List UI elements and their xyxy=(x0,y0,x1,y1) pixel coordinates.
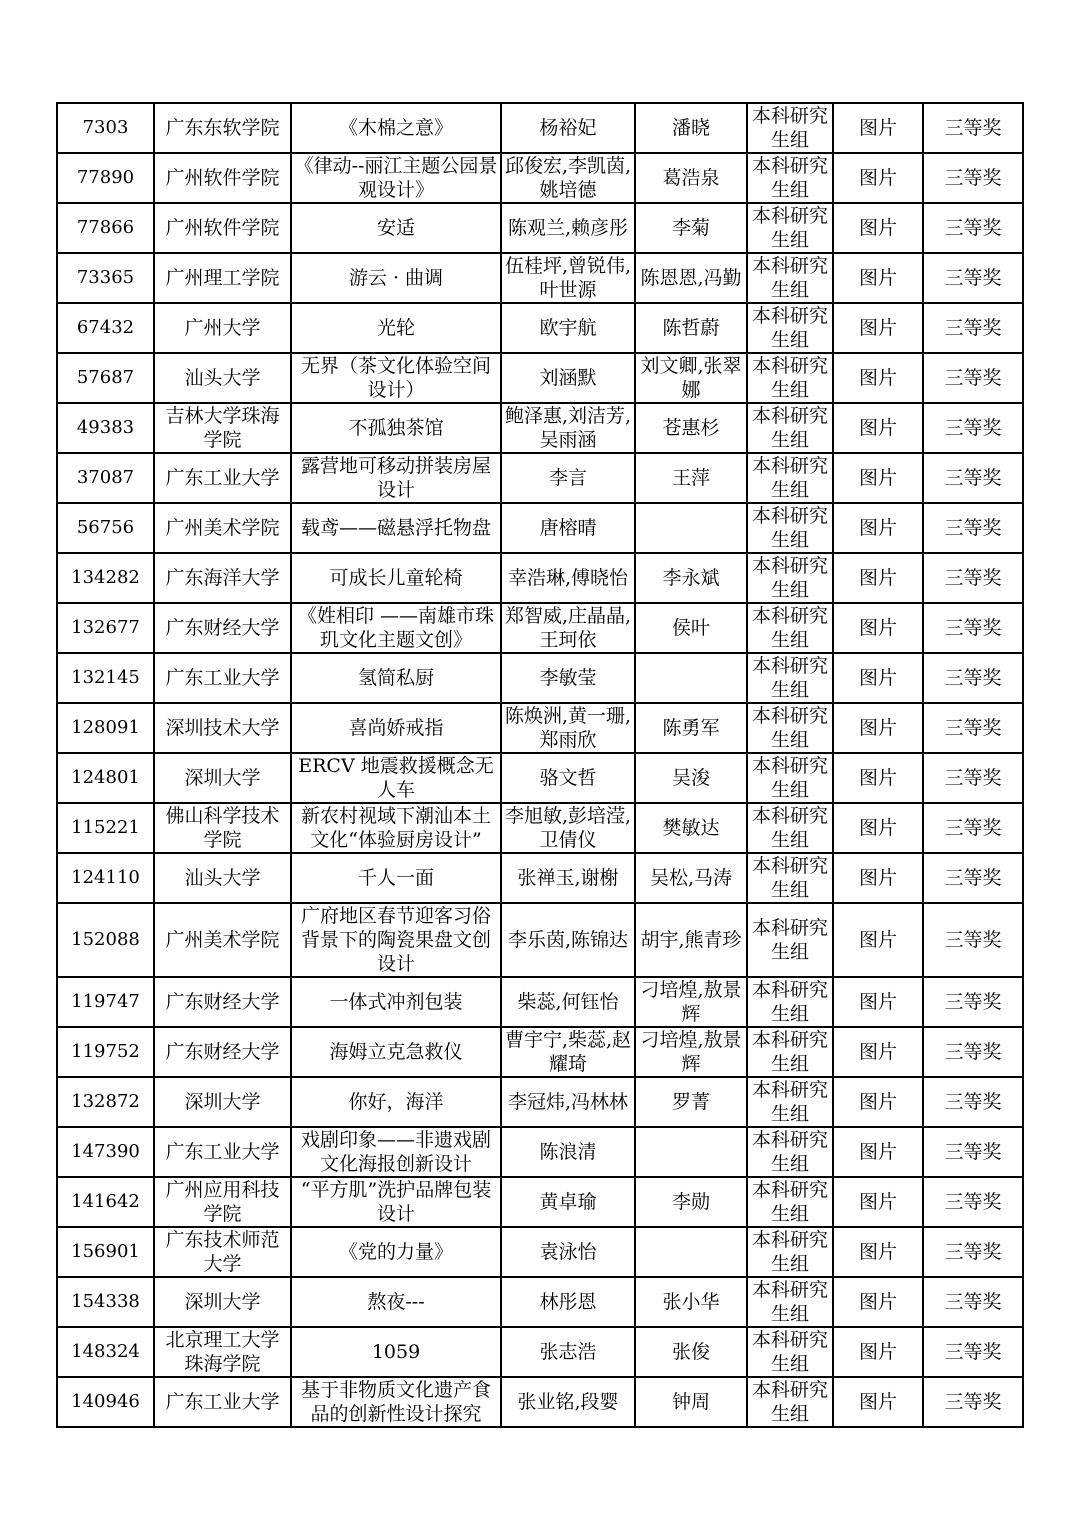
award-cell: 三等奖 xyxy=(923,453,1023,503)
entry-id-cell: 132145 xyxy=(57,653,154,703)
authors-cell: 柴蕊,何钰怡 xyxy=(501,977,635,1027)
authors-cell: 李乐茵,陈锦达 xyxy=(501,903,635,977)
work-type-cell: 图片 xyxy=(833,153,923,203)
table-row xyxy=(57,1277,1023,1327)
entry-id-cell: 152088 xyxy=(57,903,154,977)
school-cell: 汕头大学 xyxy=(154,853,291,903)
advisor-cell: 李菊 xyxy=(635,203,747,253)
work-title-cell: 《律动--丽江主题公园景观设计》 xyxy=(291,153,501,203)
school-cell: 广东海洋大学 xyxy=(154,553,291,603)
group-cell: 本科研究生组 xyxy=(747,753,833,803)
entry-id-cell: 140946 xyxy=(57,1377,154,1427)
work-type-cell: 图片 xyxy=(833,203,923,253)
group-cell: 本科研究生组 xyxy=(747,1077,833,1127)
award-cell: 三等奖 xyxy=(923,753,1023,803)
school-cell: 广州软件学院 xyxy=(154,203,291,253)
school-cell: 吉林大学珠海学院 xyxy=(154,403,291,453)
advisor-cell: 钟周 xyxy=(635,1377,747,1427)
work-type-cell: 图片 xyxy=(833,653,923,703)
authors-cell: 鲍泽惠,刘洁芳,吴雨涵 xyxy=(501,403,635,453)
award-cell: 三等奖 xyxy=(923,1227,1023,1277)
table-row xyxy=(57,1027,1023,1077)
table-row xyxy=(57,853,1023,903)
table-row xyxy=(57,753,1023,803)
award-cell: 三等奖 xyxy=(923,1127,1023,1177)
authors-cell: 陈观兰,赖彦彤 xyxy=(501,203,635,253)
authors-cell: 欧宇航 xyxy=(501,303,635,353)
table-row xyxy=(57,553,1023,603)
group-cell: 本科研究生组 xyxy=(747,553,833,603)
award-cell: 三等奖 xyxy=(923,403,1023,453)
award-cell: 三等奖 xyxy=(923,553,1023,603)
authors-cell: 伍桂坪,曾锐伟,叶世源 xyxy=(501,253,635,303)
entry-id-cell: 148324 xyxy=(57,1327,154,1377)
table-row xyxy=(57,1377,1023,1427)
advisor-cell: 刘文卿,张翠娜 xyxy=(635,353,747,403)
award-cell: 三等奖 xyxy=(923,353,1023,403)
table-row xyxy=(57,103,1023,153)
work-title-cell: 安适 xyxy=(291,203,501,253)
advisor-cell: 罗菁 xyxy=(635,1077,747,1127)
entry-id-cell: 124110 xyxy=(57,853,154,903)
work-type-cell: 图片 xyxy=(833,1227,923,1277)
work-title-cell: 你好，海洋 xyxy=(291,1077,501,1127)
group-cell: 本科研究生组 xyxy=(747,653,833,703)
authors-cell: 邱俊宏,李凯茵,姚培德 xyxy=(501,153,635,203)
work-type-cell: 图片 xyxy=(833,253,923,303)
award-cell: 三等奖 xyxy=(923,1377,1023,1427)
advisor-cell xyxy=(635,503,747,553)
work-title-cell: 基于非物质文化遗产食品的创新性设计探究 xyxy=(291,1377,501,1427)
work-type-cell: 图片 xyxy=(833,853,923,903)
table-row xyxy=(57,1227,1023,1277)
group-cell: 本科研究生组 xyxy=(747,1177,833,1227)
table-row xyxy=(57,453,1023,503)
award-cell: 三等奖 xyxy=(923,977,1023,1027)
table-row xyxy=(57,403,1023,453)
advisor-cell: 张俊 xyxy=(635,1327,747,1377)
group-cell: 本科研究生组 xyxy=(747,253,833,303)
advisor-cell: 葛浩泉 xyxy=(635,153,747,203)
award-cell: 三等奖 xyxy=(923,153,1023,203)
advisor-cell: 王萍 xyxy=(635,453,747,503)
entry-id-cell: 128091 xyxy=(57,703,154,753)
award-cell: 三等奖 xyxy=(923,503,1023,553)
school-cell: 佛山科学技术学院 xyxy=(154,803,291,853)
award-cell: 三等奖 xyxy=(923,1077,1023,1127)
work-title-cell: 1059 xyxy=(291,1327,501,1377)
school-cell: 广东工业大学 xyxy=(154,453,291,503)
award-cell: 三等奖 xyxy=(923,853,1023,903)
authors-cell: 李敏莹 xyxy=(501,653,635,703)
work-title-cell: 海姆立克急救仪 xyxy=(291,1027,501,1077)
work-title-cell: 《木棉之意》 xyxy=(291,103,501,153)
authors-cell: 刘涵默 xyxy=(501,353,635,403)
work-title-cell: 千人一面 xyxy=(291,853,501,903)
work-type-cell: 图片 xyxy=(833,1277,923,1327)
entry-id-cell: 119752 xyxy=(57,1027,154,1077)
authors-cell: 曹宇宁,柴蕊,赵耀琦 xyxy=(501,1027,635,1077)
authors-cell: 郑智威,庄晶晶,王珂依 xyxy=(501,603,635,653)
group-cell: 本科研究生组 xyxy=(747,353,833,403)
table-row xyxy=(57,303,1023,353)
award-cell: 三等奖 xyxy=(923,1027,1023,1077)
award-cell: 三等奖 xyxy=(923,1327,1023,1377)
group-cell: 本科研究生组 xyxy=(747,453,833,503)
awards-table xyxy=(56,102,1024,1428)
group-cell: 本科研究生组 xyxy=(747,203,833,253)
work-title-cell: 广府地区春节迎客习俗背景下的陶瓷果盘文创设计 xyxy=(291,903,501,977)
award-cell: 三等奖 xyxy=(923,253,1023,303)
group-cell: 本科研究生组 xyxy=(747,1377,833,1427)
group-cell: 本科研究生组 xyxy=(747,803,833,853)
work-type-cell: 图片 xyxy=(833,703,923,753)
school-cell: 广州大学 xyxy=(154,303,291,353)
table-row xyxy=(57,353,1023,403)
group-cell: 本科研究生组 xyxy=(747,1127,833,1177)
authors-cell: 陈浪清 xyxy=(501,1127,635,1177)
entry-id-cell: 132677 xyxy=(57,603,154,653)
award-cell: 三等奖 xyxy=(923,103,1023,153)
school-cell: 广州美术学院 xyxy=(154,503,291,553)
entry-id-cell: 37087 xyxy=(57,453,154,503)
work-title-cell: 光轮 xyxy=(291,303,501,353)
work-type-cell: 图片 xyxy=(833,453,923,503)
authors-cell: 杨裕妃 xyxy=(501,103,635,153)
school-cell: 广东财经大学 xyxy=(154,1027,291,1077)
work-type-cell: 图片 xyxy=(833,903,923,977)
school-cell: 深圳技术大学 xyxy=(154,703,291,753)
entry-id-cell: 49383 xyxy=(57,403,154,453)
awards-table-body xyxy=(57,103,1023,1427)
award-cell: 三等奖 xyxy=(923,1177,1023,1227)
group-cell: 本科研究生组 xyxy=(747,1027,833,1077)
authors-cell: 张志浩 xyxy=(501,1327,635,1377)
work-title-cell: 载鸢——磁悬浮托物盘 xyxy=(291,503,501,553)
table-row xyxy=(57,153,1023,203)
school-cell: 广州软件学院 xyxy=(154,153,291,203)
award-cell: 三等奖 xyxy=(923,703,1023,753)
group-cell: 本科研究生组 xyxy=(747,903,833,977)
work-title-cell: 《党的力量》 xyxy=(291,1227,501,1277)
table-row xyxy=(57,803,1023,853)
work-title-cell: 游云 · 曲调 xyxy=(291,253,501,303)
advisor-cell: 陈哲蔚 xyxy=(635,303,747,353)
table-row xyxy=(57,253,1023,303)
table-row xyxy=(57,603,1023,653)
advisor-cell: 张小华 xyxy=(635,1277,747,1327)
work-type-cell: 图片 xyxy=(833,803,923,853)
group-cell: 本科研究生组 xyxy=(747,1327,833,1377)
advisor-cell: 侯叶 xyxy=(635,603,747,653)
advisor-cell: 陈勇军 xyxy=(635,703,747,753)
advisor-cell: 刁培煌,敖景辉 xyxy=(635,1027,747,1077)
school-cell: 广州理工学院 xyxy=(154,253,291,303)
entry-id-cell: 134282 xyxy=(57,553,154,603)
work-type-cell: 图片 xyxy=(833,1377,923,1427)
work-title-cell: 《姓相印 ——南雄市珠玑文化主题文创》 xyxy=(291,603,501,653)
advisor-cell xyxy=(635,653,747,703)
group-cell: 本科研究生组 xyxy=(747,703,833,753)
entry-id-cell: 67432 xyxy=(57,303,154,353)
work-type-cell: 图片 xyxy=(833,353,923,403)
advisor-cell xyxy=(635,1227,747,1277)
work-type-cell: 图片 xyxy=(833,753,923,803)
table-row xyxy=(57,1177,1023,1227)
group-cell: 本科研究生组 xyxy=(747,403,833,453)
work-title-cell: 可成长儿童轮椅 xyxy=(291,553,501,603)
authors-cell: 李冠炜,冯林林 xyxy=(501,1077,635,1127)
entry-id-cell: 141642 xyxy=(57,1177,154,1227)
work-title-cell: 喜尚娇戒指 xyxy=(291,703,501,753)
authors-cell: 林彤恩 xyxy=(501,1277,635,1327)
table-row xyxy=(57,703,1023,753)
table-row xyxy=(57,1077,1023,1127)
authors-cell: 骆文哲 xyxy=(501,753,635,803)
work-title-cell: 无界（茶文化体验空间设计） xyxy=(291,353,501,403)
work-title-cell: 氢简私厨 xyxy=(291,653,501,703)
school-cell: 深圳大学 xyxy=(154,1077,291,1127)
school-cell: 北京理工大学珠海学院 xyxy=(154,1327,291,1377)
authors-cell: 幸浩琳,傅晓怡 xyxy=(501,553,635,603)
advisor-cell: 刁培煌,敖景辉 xyxy=(635,977,747,1027)
work-title-cell: 不孤独茶馆 xyxy=(291,403,501,453)
entry-id-cell: 7303 xyxy=(57,103,154,153)
authors-cell: 陈焕洲,黄一珊,郑雨欣 xyxy=(501,703,635,753)
awards-table-container xyxy=(56,102,1022,1428)
school-cell: 广东东软学院 xyxy=(154,103,291,153)
advisor-cell: 樊敏达 xyxy=(635,803,747,853)
advisor-cell: 吴松,马涛 xyxy=(635,853,747,903)
authors-cell: 张业铭,段婴 xyxy=(501,1377,635,1427)
advisor-cell: 李永斌 xyxy=(635,553,747,603)
school-cell: 广东技术师范大学 xyxy=(154,1227,291,1277)
work-title-cell: 戏剧印象——非遗戏剧文化海报创新设计 xyxy=(291,1127,501,1177)
work-type-cell: 图片 xyxy=(833,1077,923,1127)
advisor-cell: 陈恩恩,冯勤 xyxy=(635,253,747,303)
advisor-cell: 苍惠杉 xyxy=(635,403,747,453)
entry-id-cell: 147390 xyxy=(57,1127,154,1177)
group-cell: 本科研究生组 xyxy=(747,1227,833,1277)
work-type-cell: 图片 xyxy=(833,1177,923,1227)
group-cell: 本科研究生组 xyxy=(747,1277,833,1327)
entry-id-cell: 124801 xyxy=(57,753,154,803)
authors-cell: 唐榕晴 xyxy=(501,503,635,553)
table-row xyxy=(57,977,1023,1027)
award-cell: 三等奖 xyxy=(923,203,1023,253)
work-title-cell: 露营地可移动拼装房屋设计 xyxy=(291,453,501,503)
authors-cell: 袁泳怡 xyxy=(501,1227,635,1277)
group-cell: 本科研究生组 xyxy=(747,977,833,1027)
group-cell: 本科研究生组 xyxy=(747,603,833,653)
advisor-cell: 胡宇,熊青珍 xyxy=(635,903,747,977)
authors-cell: 黄卓瑜 xyxy=(501,1177,635,1227)
group-cell: 本科研究生组 xyxy=(747,503,833,553)
work-title-cell: ERCV 地震救援概念无人车 xyxy=(291,753,501,803)
school-cell: 广东财经大学 xyxy=(154,603,291,653)
entry-id-cell: 154338 xyxy=(57,1277,154,1327)
school-cell: 深圳大学 xyxy=(154,1277,291,1327)
work-type-cell: 图片 xyxy=(833,403,923,453)
authors-cell: 张禅玉,谢榭 xyxy=(501,853,635,903)
entry-id-cell: 119747 xyxy=(57,977,154,1027)
award-cell: 三等奖 xyxy=(923,303,1023,353)
table-row xyxy=(57,1127,1023,1177)
work-type-cell: 图片 xyxy=(833,1027,923,1077)
table-row xyxy=(57,203,1023,253)
group-cell: 本科研究生组 xyxy=(747,153,833,203)
school-cell: 广州应用科技学院 xyxy=(154,1177,291,1227)
work-type-cell: 图片 xyxy=(833,603,923,653)
school-cell: 广州美术学院 xyxy=(154,903,291,977)
table-row xyxy=(57,653,1023,703)
advisor-cell xyxy=(635,1127,747,1177)
entry-id-cell: 57687 xyxy=(57,353,154,403)
work-type-cell: 图片 xyxy=(833,1127,923,1177)
work-title-cell: 熬夜--- xyxy=(291,1277,501,1327)
advisor-cell: 吴浚 xyxy=(635,753,747,803)
award-cell: 三等奖 xyxy=(923,603,1023,653)
work-title-cell: 新农村视域下潮汕本土文化“体验厨房设计” xyxy=(291,803,501,853)
entry-id-cell: 156901 xyxy=(57,1227,154,1277)
school-cell: 广东工业大学 xyxy=(154,653,291,703)
school-cell: 汕头大学 xyxy=(154,353,291,403)
school-cell: 广东财经大学 xyxy=(154,977,291,1027)
work-type-cell: 图片 xyxy=(833,977,923,1027)
advisor-cell: 潘晓 xyxy=(635,103,747,153)
award-cell: 三等奖 xyxy=(923,803,1023,853)
work-type-cell: 图片 xyxy=(833,1327,923,1377)
award-cell: 三等奖 xyxy=(923,903,1023,977)
entry-id-cell: 115221 xyxy=(57,803,154,853)
table-row xyxy=(57,503,1023,553)
school-cell: 深圳大学 xyxy=(154,753,291,803)
authors-cell: 李言 xyxy=(501,453,635,503)
work-type-cell: 图片 xyxy=(833,553,923,603)
group-cell: 本科研究生组 xyxy=(747,303,833,353)
school-cell: 广东工业大学 xyxy=(154,1377,291,1427)
group-cell: 本科研究生组 xyxy=(747,853,833,903)
entry-id-cell: 77866 xyxy=(57,203,154,253)
work-type-cell: 图片 xyxy=(833,503,923,553)
entry-id-cell: 132872 xyxy=(57,1077,154,1127)
entry-id-cell: 73365 xyxy=(57,253,154,303)
work-type-cell: 图片 xyxy=(833,303,923,353)
advisor-cell: 李勋 xyxy=(635,1177,747,1227)
award-cell: 三等奖 xyxy=(923,1277,1023,1327)
authors-cell: 李旭敏,彭培滢,卫倩仪 xyxy=(501,803,635,853)
table-row xyxy=(57,1327,1023,1377)
work-title-cell: “平方肌”洗护品牌包装设计 xyxy=(291,1177,501,1227)
entry-id-cell: 77890 xyxy=(57,153,154,203)
work-type-cell: 图片 xyxy=(833,103,923,153)
table-row xyxy=(57,903,1023,977)
entry-id-cell: 56756 xyxy=(57,503,154,553)
award-cell: 三等奖 xyxy=(923,653,1023,703)
school-cell: 广东工业大学 xyxy=(154,1127,291,1177)
work-title-cell: 一体式冲剂包装 xyxy=(291,977,501,1027)
group-cell: 本科研究生组 xyxy=(747,103,833,153)
